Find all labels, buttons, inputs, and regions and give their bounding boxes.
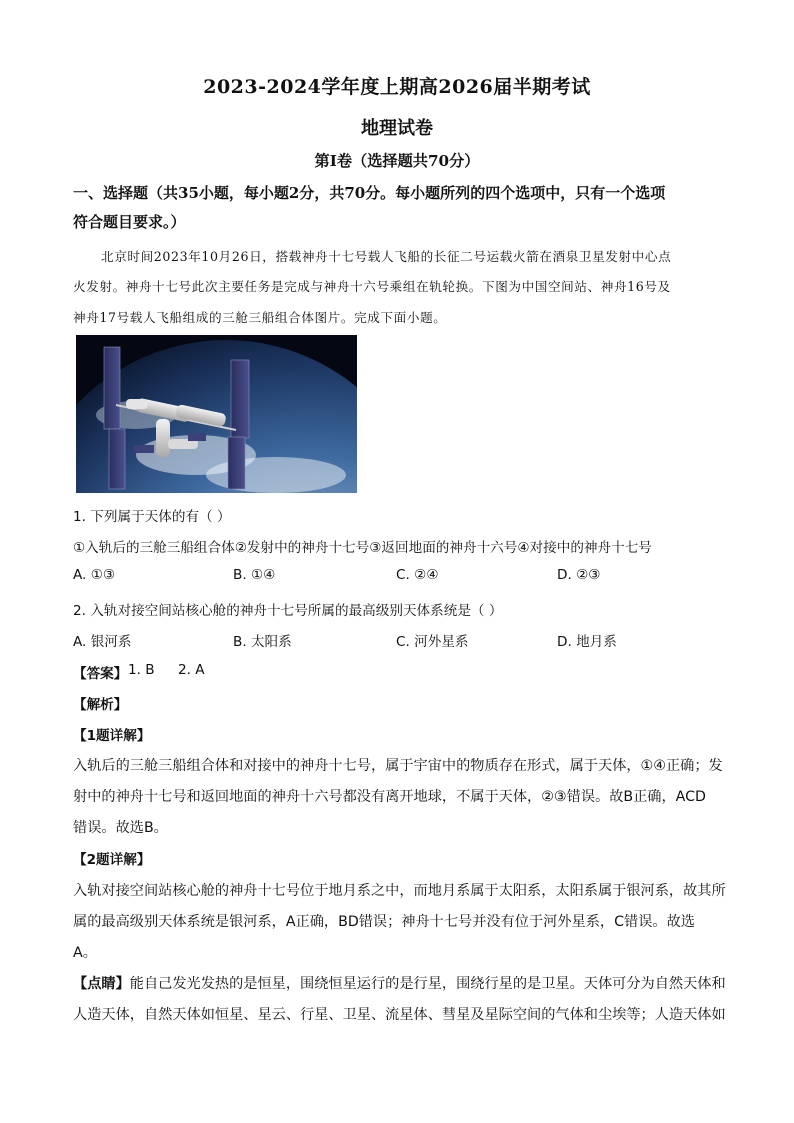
exam-title: 2023-2024学年度上期高2026届半期考试 [203,76,591,98]
q1-option-a: A. ①③ [73,567,116,583]
detail2-line2: 属的最高级别天体系统是银河系，A正确，BD错误；神舟十七号并没有位于河外星系，C错误。故选 [73,914,695,930]
answer-tag: 【答案】 [73,666,128,682]
section-heading-line2: 符合题目要求。） [73,213,186,231]
q1-option-c: C. ②④ [396,567,439,583]
intro-line3: 神舟17号载人飞船组成的三舱三船组合体图片。完成下面小题。 [73,310,447,325]
detail1-line1: 入轨后的三舱三船组合体和对接中的神舟十七号，属于宇宙中的物质存在形式，属于天体，①④正确；发 [73,758,723,774]
note-tag: 【点睛】 [73,976,130,992]
intro-line2: 火发射。神舟十七号此次主要任务是完成与神舟十六号乘组在轨轮换。下图为中国空间站、神舟16号及 [73,279,671,294]
detail1-line3: 错误。故选B。 [73,820,168,836]
volume-heading: 第Ⅰ卷（选择题共70分） [314,152,480,170]
answer-1: 1. B [128,662,155,678]
detail1-line2: 射中的神舟十七号和返回地面的神舟十六号都没有离开地球，不属于天体，②③错误。故B正确，ACD [73,789,706,805]
q1-option-b: B. ①④ [233,567,276,583]
q1-option-d: D. ②③ [557,567,601,583]
detail2-line1: 入轨对接空间站核心舱的神舟十七号位于地月系之中，而地月系属于太阳系，太阳系属于银河系，故其所 [73,883,726,899]
q2-option-b: B. 太阳系 [233,634,292,650]
q2-stem: 2. 入轨对接空间站核心舱的神舟十七号所属的最高级别天体系统是（ ） [73,603,503,619]
answer-2: 2. A [178,662,205,678]
subject-title: 地理试卷 [361,118,433,139]
space-station-photo [76,335,357,493]
q2-option-d: D. 地月系 [557,634,617,650]
analysis-tag: 【解析】 [73,697,128,713]
section-heading-line1: 一、选择题（共35小题，每小题2分，共70分。每小题所列的四个选项中，只有一个选项 [73,184,666,202]
detail2-tag: 【2题详解】 [73,852,151,868]
q2-option-a: A. 银河系 [73,634,132,650]
q2-option-c: C. 河外星系 [396,634,469,650]
intro-line1: 北京时间2023年10月26日，搭载神舟十七号载人飞船的长征二号运载火箭在酒泉卫星发射中心点 [101,249,672,264]
q1-stem: 1. 下列属于天体的有（ ） [73,509,231,525]
detail2-line3: A。 [73,945,97,961]
note-line1 [73,973,726,993]
note-text-1: 能自己发光发热的是恒星，围绕恒星运行的是行星，围绕行星的是卫星。天体可分为自然天体和 [129,976,726,992]
q1-items: ①入轨后的三舱三船组合体②发射中的神舟十七号③返回地面的神舟十六号④对接中的神舟十七号 [73,540,652,556]
detail1-tag: 【1题详解】 [73,728,151,744]
note-line2: 人造天体，自然天体如恒星、星云、行星、卫星、流星体、彗星及星际空间的气体和尘埃等；人造天体如 [73,1007,726,1023]
